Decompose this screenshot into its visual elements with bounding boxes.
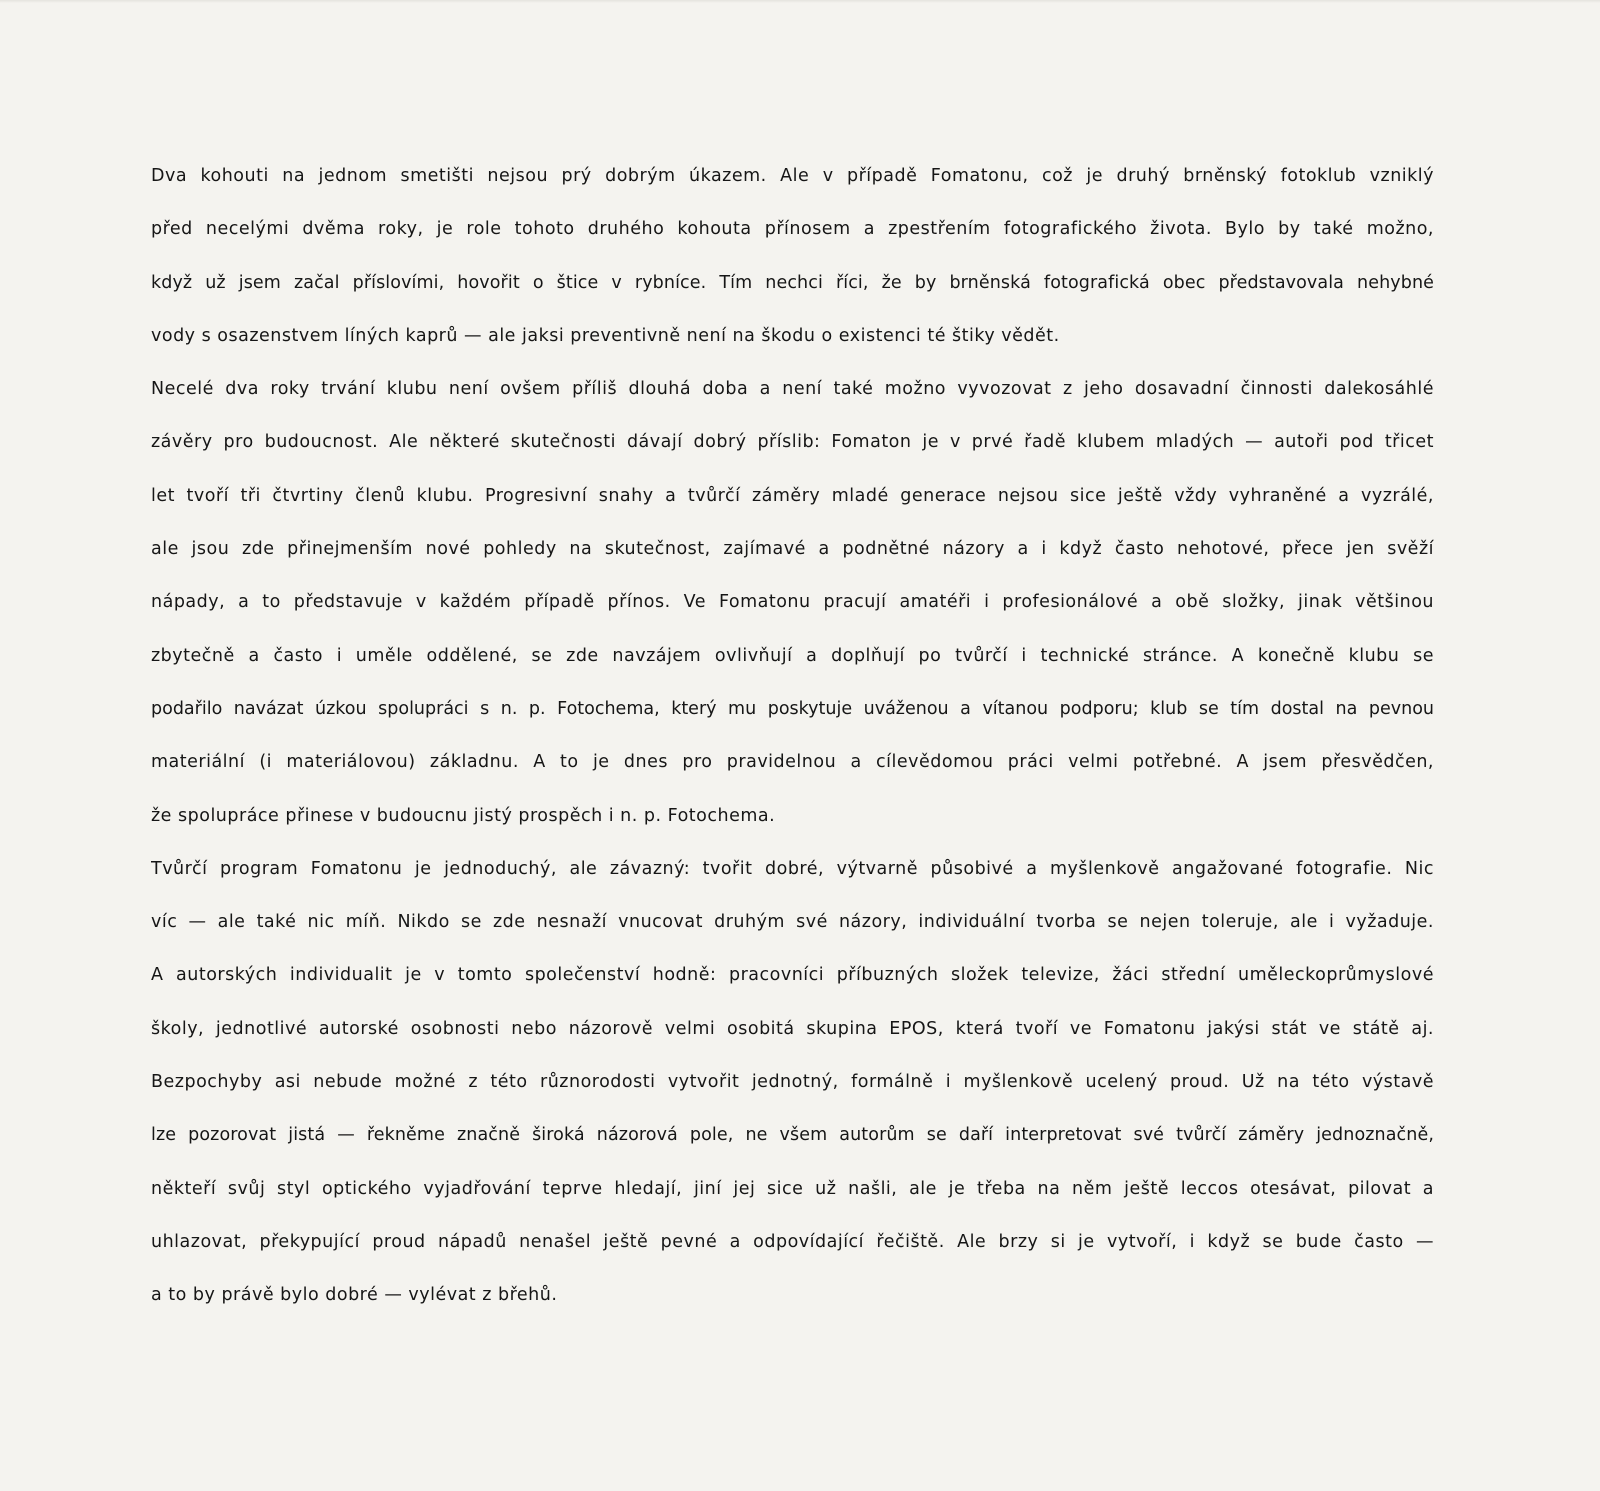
- text-line: ale jsou zde přinejmenším nové pohledy na skutečnost, zajímavé a podnětné názory a i když často nehotové, přece jen svěží: [151, 539, 1434, 560]
- text-line: A autorských individualit je v tomto společenství hodně: pracovníci příbuzných složek televize, žáci střední uměleckoprůmyslové: [151, 965, 1434, 986]
- text-line: let tvoří tři čtvrtiny členů klubu. Progresivní snahy a tvůrčí záměry mladé generace nejsou sice ještě vždy vyhraněné a vyzrálé,: [151, 485, 1434, 506]
- text-line: uhlazovat, překypující proud nápadů nenašel ještě pevné a odpovídající řečiště. Ale brzy si je vytvoří, i když se bude často —: [151, 1231, 1434, 1252]
- text-line: Necelé dva roky trvání klubu není ovšem příliš dlouhá doba a není také možno vyvozovat z jeho dosavadní činnosti dalekosáhlé: [151, 379, 1434, 400]
- text-line: víc — ale také nic míň. Nikdo se zde nesnaží vnucovat druhým své názory, individuální tvorba se nejen toleruje, ale i vyžaduje.: [151, 912, 1434, 933]
- text-line: nápady, a to představuje v každém případě přínos. Ve Fomatonu pracují amatéři i profesionálové a obě složky, jinak většinou: [151, 592, 1434, 613]
- text-line: podařilo navázat úzkou spolupráci s n. p. Fotochema, který mu poskytuje uváženou a vítanou podporu; klub se tím dostal na pevnou: [151, 698, 1434, 719]
- text-line: závěry pro budoucnost. Ale některé skutečnosti dávají dobrý příslib: Fomaton je v prvé řadě klubem mladých — autoři pod třicet: [151, 432, 1434, 453]
- text-line: Bezpochyby asi nebude možné z této různorodosti vytvořit jednotný, formálně i myšlenkově ucelený proud. Už na této výstavě: [151, 1072, 1434, 1093]
- text-line: Tvůrčí program Fomatonu je jednoduchý, ale závazný: tvořit dobré, výtvarně působivé a myšlenkově angažované fotografie. Nic: [151, 858, 1434, 879]
- article-text: [151, 150, 1434, 1323]
- text-line: a to by právě bylo dobré — vylévat z břehů.: [151, 1285, 558, 1306]
- text-line: materiální (i materiálovou) základnu. A to je dnes pro pravidelnou a cílevědomou práci velmi potřebné. A jsem přesvědčen,: [151, 752, 1434, 773]
- text-line: před necelými dvěma roky, je role tohoto druhého kohouta přínosem a zpestřením fotografického života. Bylo by také možno,: [151, 219, 1434, 240]
- text-line: školy, jednotlivé autorské osobnosti nebo názorově velmi osobitá skupina EPOS, která tvoří ve Fomatonu jakýsi stát ve státě aj.: [151, 1018, 1434, 1039]
- text-line: někteří svůj styl optického vyjadřování teprve hledají, jiní jej sice už našli, ale je třeba na něm ještě leccos otesávat, pilovat a: [151, 1178, 1434, 1199]
- text-line: Dva kohouti na jednom smetišti nejsou prý dobrým úkazem. Ale v případě Fomatonu, což je druhý brněnský fotoklub vzniklý: [151, 166, 1434, 186]
- text-line: když už jsem začal příslovími, hovořit o štice v rybníce. Tím nechci říci, že by brněnská fotografická obec představovala nehybné: [151, 272, 1434, 293]
- text-line: vody s osazenstvem líných kaprů — ale jaksi preventivně není na škodu o existenci té štiky vědět.: [151, 325, 1060, 346]
- text-line: lze pozorovat jistá — řekněme značně široká názorová pole, ne všem autorům se daří interpretovat své tvůrčí záměry jednoznačně,: [151, 1125, 1434, 1146]
- page-top-edge: [0, 0, 1600, 3]
- text-line: zbytečně a často i uměle oddělené, se zde navzájem ovlivňují a doplňují po tvůrčí i technické stránce. A konečně klubu se: [151, 645, 1434, 666]
- text-line: že spolupráce přinese v budoucnu jistý prospěch i n. p. Fotochema.: [151, 805, 776, 826]
